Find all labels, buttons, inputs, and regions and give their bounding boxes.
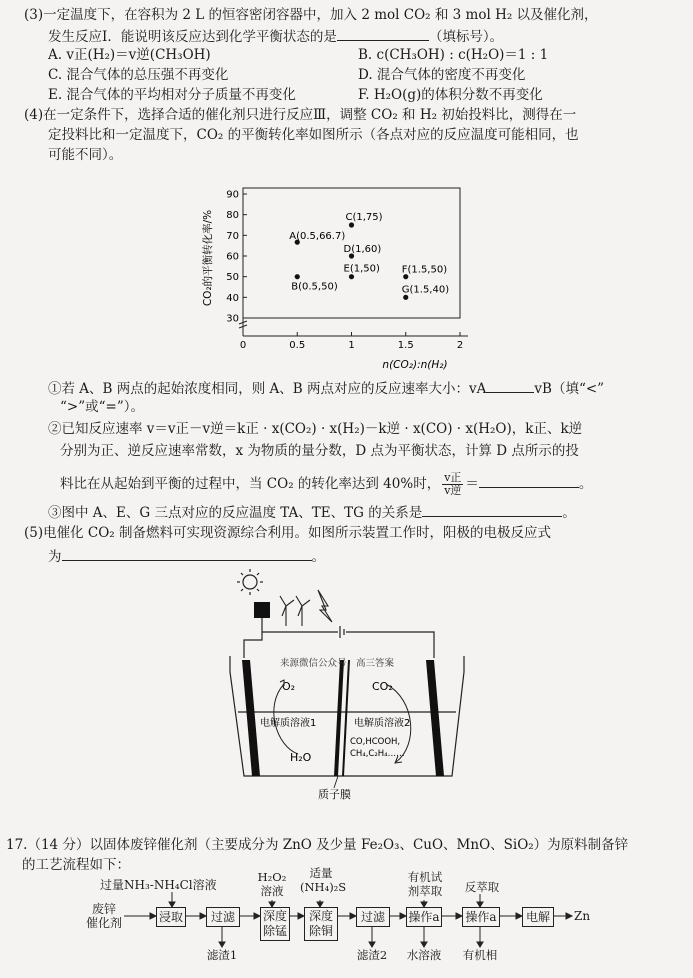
q5-line2 (48, 546, 325, 566)
point-label: E(1,50) (343, 263, 380, 275)
o2-label: O₂ (282, 680, 296, 693)
q17-line1: 17.（14 分）以固体废锌催化剂（主要成分为 ZnO 及少量 Fe₂O₃、CuO、MnO、SiO₂）为原料制备锌 (6, 837, 629, 853)
reagent-back-extract: 反萃取 (464, 880, 500, 894)
step-remove-cu (304, 907, 338, 941)
y-tick-label: 60 (226, 251, 239, 263)
raw-material-line1: 废锌 (91, 902, 116, 916)
wind-turbine-icon (280, 596, 310, 626)
y-axis-label: CO₂的平衡转化率/% (202, 209, 214, 307)
fraction-numerator: v正 (444, 471, 462, 484)
products-line2: CH₄,C₂H₄…… (350, 749, 405, 759)
q3-option-b: B. c(CH₃OH) : c(H₂O)＝1 : 1 (358, 47, 549, 63)
solar-panel-icon (254, 602, 270, 618)
step-remove-mn-line2: 除锰 (262, 924, 287, 938)
sun-icon (237, 569, 263, 595)
reagent-nh4s-line2: (NH₄)₂S (300, 880, 347, 894)
q3-option-d: D. 混合气体的密度不再变化 (358, 67, 526, 83)
data-point (403, 295, 408, 300)
q4-line2: 定投料比和一定温度下，CO₂ 的平衡转化率如图所示（各点对应的反应温度可能相同，也 (48, 127, 579, 143)
raw-material-line2: 催化剂 (85, 916, 122, 930)
x-tick-label: 2 (456, 340, 464, 351)
y-tick-label: 40 (226, 292, 239, 304)
q4-sub1-line1 (48, 378, 604, 398)
point-label: B(0.5,50) (291, 281, 338, 293)
q4-sub2-line1: ②已知反应速率 v＝v正－v逆＝k正 · x(CO₂) · x(H₂)－k逆 · x(CO) · x(H₂O)，k正、k逆 (48, 421, 583, 437)
process-flowchart (0, 866, 693, 978)
q4-sub2-line2: 分别为正、逆反应速率常数，x 为物质的量分数，D 点为平衡状态，计算 D 点所示的投 (60, 443, 579, 459)
reagent-h2o2-line1: H₂O₂ (257, 870, 287, 884)
answer-blank[interactable] (422, 502, 562, 517)
y-tick-label: 90 (226, 189, 239, 201)
step-electrolysis: 电解 (522, 907, 554, 927)
step-remove-cu-line1: 深度 (308, 909, 333, 923)
q3-option-a: A. v正(H₂)＝v逆(CH₃OH) (48, 47, 211, 63)
point-label: A(0.5,66.7) (289, 231, 346, 243)
q4-sub3-text: ③图中 A、E、G 三点对应的反应温度 TA、TE、TG 的关系是 (48, 505, 423, 521)
q4-sub3 (48, 502, 576, 522)
reagent-nh4s (300, 866, 347, 894)
fraction-denominator: v逆 (444, 484, 462, 497)
answer-blank[interactable] (337, 26, 429, 41)
data-point (349, 222, 354, 227)
q17-line2: 的工艺流程如下： (22, 857, 130, 873)
y-tick-label: 50 (226, 272, 239, 284)
product-zn: Zn (574, 909, 591, 923)
period: 。 (311, 549, 325, 565)
aqueous-phase: 水溶液 (406, 948, 442, 962)
period: 。 (578, 476, 593, 492)
period: 。 (562, 505, 576, 521)
reagent-organic (404, 870, 446, 898)
solution1-label: 电解质溶液1 (260, 718, 317, 729)
point-label: D(1,60) (343, 244, 382, 255)
lightning-icon (318, 590, 332, 622)
x-tick-label: 0.5 (289, 340, 306, 351)
q4-sub1-text: ①若 A、B 两点的起始浓度相同，则 A、B 两点对应的反应速率大小：vA (48, 381, 487, 397)
q4-sub1-line2: “>”或“=”）。 (60, 399, 144, 415)
reagent-leach: 过量NH₃-NH₄Cl溶液 (100, 878, 217, 892)
x-tick-label: 1.5 (397, 340, 414, 351)
y-tick-label: 80 (226, 210, 239, 222)
q4-sub1-text-b: vB（填“<” (534, 381, 605, 397)
equals-sign: ＝ (465, 476, 479, 492)
raw-material (84, 902, 124, 930)
step-leach: 浸取 (156, 907, 186, 927)
reagent-organic-line1: 有机试 (407, 870, 443, 884)
residue2: 滤渣2 (356, 948, 388, 962)
q3-stem-tail: （填标号）。 (428, 29, 504, 45)
point-label: F(1.5,50) (401, 264, 448, 276)
q4-sub2-line3 (60, 472, 592, 497)
q3-option-e: E. 混合气体的平均相对分子质量不再变化 (48, 87, 296, 103)
x-tick-label: 0 (239, 340, 247, 351)
reagent-organic-line2: 剂萃取 (407, 884, 443, 898)
q4-line3: 可能不同）。 (48, 147, 123, 163)
step-remove-cu-line2: 除铜 (308, 924, 333, 938)
membrane-label: 质子膜 (318, 788, 351, 801)
residue1: 滤渣1 (206, 948, 238, 962)
reagent-h2o2-line2: 溶液 (260, 884, 284, 898)
h2o-label: H₂O (290, 751, 312, 764)
answer-blank[interactable] (486, 378, 534, 393)
step-operation-a1: 操作a (406, 907, 442, 927)
q5-line1: (5)电催化 CO₂ 制备燃料可实现资源综合利用。如图所示装置工作时，阳极的电极反应式 (24, 525, 552, 541)
answer-blank[interactable] (479, 473, 579, 488)
electrolysis-cell-diagram (220, 566, 490, 822)
data-point (349, 274, 354, 279)
step-filter2: 过滤 (356, 907, 390, 927)
x-tick-label: 1 (348, 340, 355, 351)
watermark-text: 来源微信公众号：高三答案 (280, 658, 395, 669)
q3-option-c: C. 混合气体的总压强不再变化 (48, 67, 229, 83)
point-label: G(1.5,40) (401, 284, 450, 296)
y-tick-label: 30 (226, 313, 239, 325)
organic-phase: 有机相 (462, 948, 498, 962)
point-label: C(1,75) (345, 212, 383, 223)
q3-option-f: F. H₂O(g)的体积分数不再变化 (358, 87, 543, 103)
conversion-scatter-chart (195, 178, 485, 373)
q4-sub2-text: 料比在从起始到平衡的过程中，当 CO₂ 的转化率达到 40%时， (60, 476, 441, 492)
q3-stem-line2 (48, 26, 503, 46)
step-remove-mn-line1: 深度 (262, 909, 287, 923)
step-operation-a2: 操作a (462, 907, 500, 927)
q3-stem-text: 发生反应Ⅰ．能说明该反应达到化学平衡状态的是 (48, 29, 337, 45)
q5-text: 为 (48, 549, 62, 565)
answer-blank[interactable] (62, 546, 312, 561)
data-point (295, 274, 300, 279)
y-tick-label: 70 (226, 230, 239, 242)
reagent-nh4s-line1: 适量 (309, 866, 333, 880)
reagent-h2o2 (256, 870, 288, 898)
rate-fraction (442, 472, 463, 497)
co2-label: CO₂ (372, 680, 393, 693)
solution2-label: 电解质溶液2 (354, 718, 411, 729)
step-filter1: 过滤 (206, 907, 240, 927)
q3-stem-line1: (3)一定温度下，在容积为 2 L 的恒容密闭容器中，加入 2 mol CO₂ 和 3 mol H₂ 以及催化剂， (24, 7, 598, 23)
products-line1: CO,HCOOH, (350, 737, 401, 747)
q4-line1: (4)在一定条件下，选择合适的催化剂只进行反应Ⅲ，调整 CO₂ 和 H₂ 初始投料比，测得在一 (24, 107, 577, 123)
x-axis-label: n(CO₂):n(H₂) (382, 359, 448, 371)
step-remove-mn (260, 907, 290, 941)
